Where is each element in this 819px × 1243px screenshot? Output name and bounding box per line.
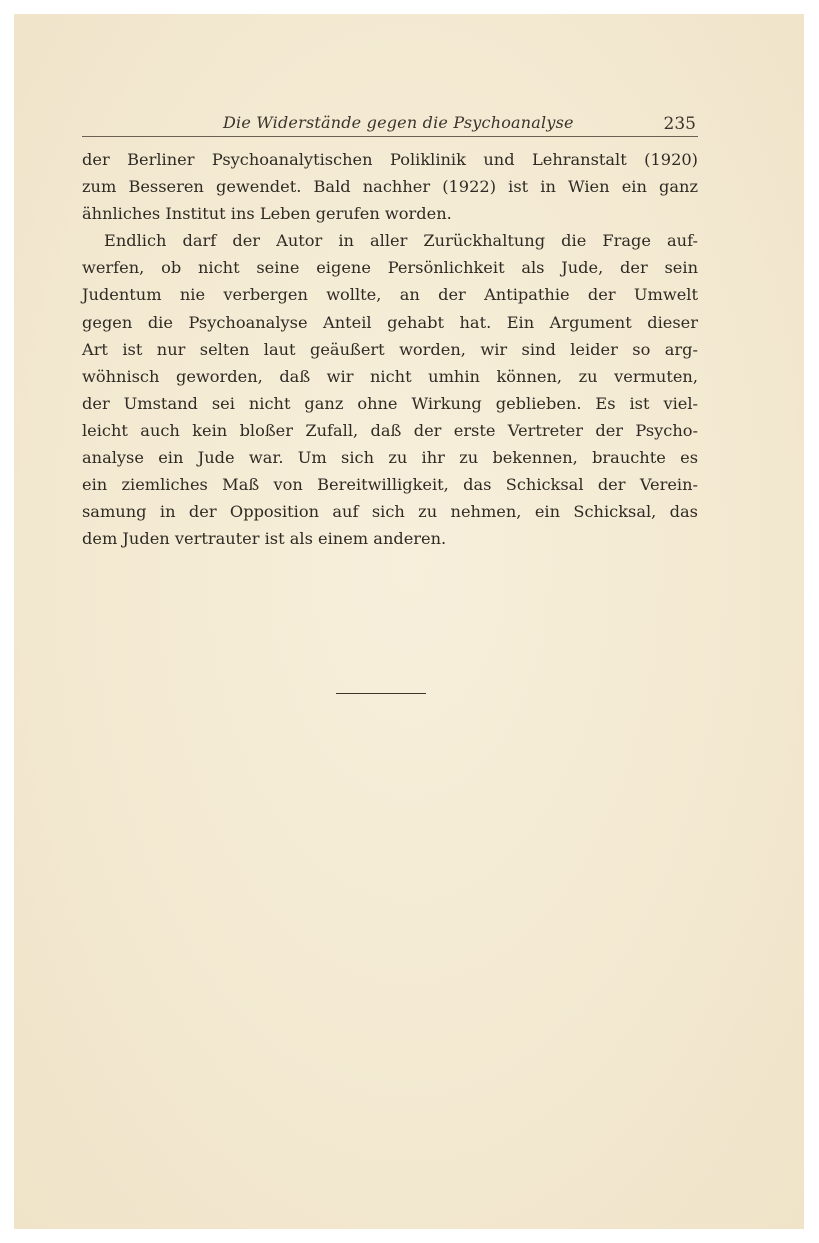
text-line: dem Juden vertrauter ist als einem anderen. [82, 529, 447, 549]
text-line: zum Besseren gewendet. Bald nachher (1922) ist in Wien ein ganz [82, 177, 698, 197]
text-line: werfen, ob nicht seine eigene Persönlichkeit als Jude, der sein [82, 258, 698, 278]
text-line: Judentum nie verbergen wollte, an der Antipathie der Umwelt [82, 285, 698, 305]
text-line: analyse ein Jude war. Um sich zu ihr zu bekennen, brauchte es [82, 448, 698, 468]
text-line: Art ist nur selten laut geäußert worden, wir sind leider so arg- [82, 339, 698, 359]
running-header [82, 112, 698, 137]
section-end-rule [336, 693, 426, 694]
text-line: leicht auch kein bloßer Zufall, daß der erste Vertreter der Psycho- [82, 420, 698, 440]
body-text [82, 146, 698, 552]
text-line: der Berliner Psychoanalytischen Poliklinik und Lehranstalt (1920) [82, 150, 698, 169]
text-line: der Umstand sei nicht ganz ohne Wirkung geblieben. Es ist viel- [82, 393, 698, 413]
text-line: gegen die Psychoanalyse Anteil gehabt hat. Ein Argument dieser [82, 312, 698, 332]
text-line: ein ziemliches Maß von Bereitwilligkeit, das Schicksal der Verein- [82, 475, 698, 495]
text-line: Endlich darf der Autor in aller Zurückhaltung die Frage auf- [104, 231, 698, 251]
text-line: samung in der Opposition auf sich zu nehmen, ein Schicksal, das [82, 502, 698, 522]
running-title: Die Widerstände gegen die Psychoanalyse [223, 113, 574, 132]
page-number: 235 [663, 114, 696, 134]
text-line: wöhnisch geworden, daß wir nicht umhin können, zu vermuten, [82, 366, 698, 386]
text-line: ähnliches Institut ins Leben gerufen worden. [82, 204, 452, 224]
